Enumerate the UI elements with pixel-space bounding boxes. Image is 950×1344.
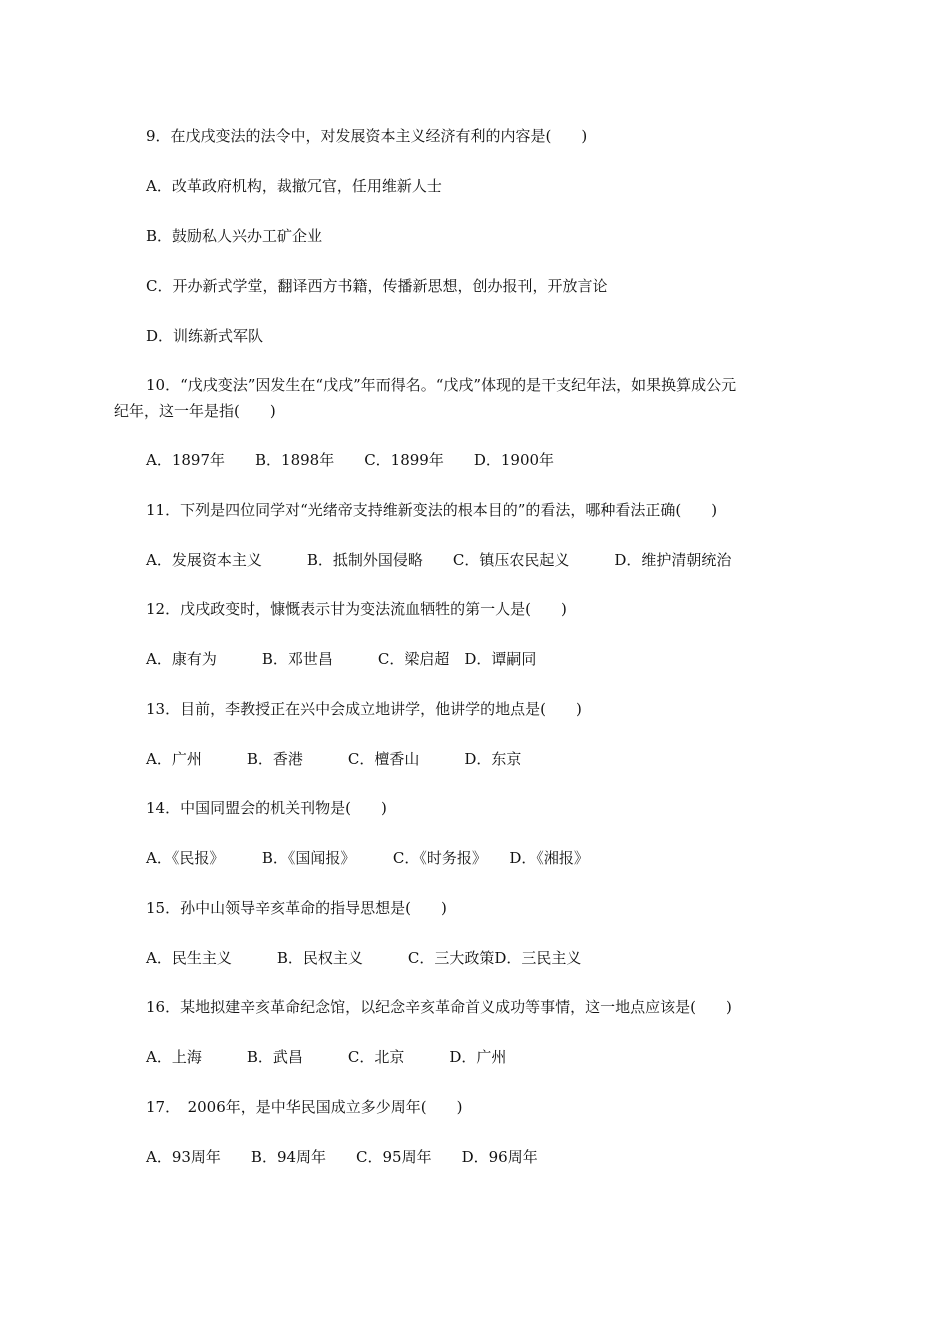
question-14-options: A．《民报》 B．《国闻报》 C．《时务报》 D．《湘报》 bbox=[146, 849, 589, 867]
question-12-options: A．康有为 B．邓世昌 C．梁启超 D．谭嗣同 bbox=[146, 650, 537, 668]
question-15-stem: 15．孙中山领导辛亥革命的指导思想是( ) bbox=[146, 899, 447, 917]
question-13-options: A．广州 B．香港 C．檀香山 D．东京 bbox=[146, 750, 522, 768]
question-11-options: A．发展资本主义 B．抵制外国侵略 C．镇压农民起义 D．维护清朝统治 bbox=[146, 551, 732, 569]
question-9-option-c: C．开办新式学堂，翻译西方书籍，传播新思想，创办报刊，开放言论 bbox=[146, 277, 608, 295]
question-12-stem: 12．戊戌政变时，慷慨表示甘为变法流血牺牲的第一人是( ) bbox=[146, 600, 567, 618]
question-11-stem: 11．下列是四位同学对“光绪帝支持维新变法的根本目的”的看法，哪种看法正确( ) bbox=[146, 501, 718, 519]
question-14-stem: 14．中国同盟会的机关刊物是( ) bbox=[146, 799, 387, 817]
question-10-stem: 10．“戊戌变法”因发生在“戊戌”年而得名。“戊戌”体现的是干支纪年法，如果换算成公元 bbox=[146, 376, 737, 394]
question-10-stem-continued: 纪年，这一年是指( ) bbox=[114, 402, 276, 420]
question-9-option-d: D．训练新式军队 bbox=[146, 327, 264, 345]
question-17-options: A．93周年 B．94周年 C．95周年 D．96周年 bbox=[146, 1148, 538, 1166]
question-16-options: A．上海 B．武昌 C．北京 D．广州 bbox=[146, 1048, 507, 1066]
question-9-option-a: A．改革政府机构，裁撤冗官，任用维新人士 bbox=[146, 177, 442, 195]
question-10-options: A．1897年 B．1898年 C．1899年 D．1900年 bbox=[146, 451, 555, 469]
question-9-option-b: B．鼓励私人兴办工矿企业 bbox=[146, 227, 323, 245]
question-16-stem: 16．某地拟建辛亥革命纪念馆，以纪念辛亥革命首义成功等事情，这一地点应该是( ) bbox=[146, 998, 732, 1016]
question-9-stem: 9．在戊戌变法的法令中，对发展资本主义经济有利的内容是( ) bbox=[146, 127, 588, 145]
question-13-stem: 13．目前，李教授正在兴中会成立地讲学，他讲学的地点是( ) bbox=[146, 700, 582, 718]
question-17-stem: 17． 2006年，是中华民国成立多少周年( ) bbox=[146, 1098, 463, 1116]
question-15-options: A．民生主义 B．民权主义 C．三大政策D．三民主义 bbox=[146, 949, 582, 967]
